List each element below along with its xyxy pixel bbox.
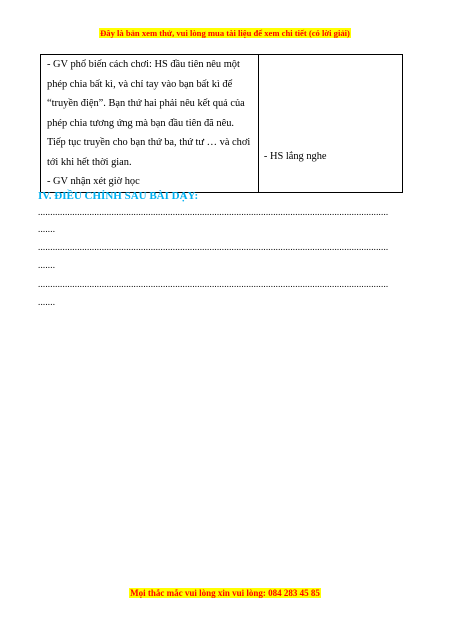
contact-footer-banner xyxy=(0,588,450,598)
teacher-text-line: tới khi hết thời gian. xyxy=(47,156,132,168)
lesson-activity-table xyxy=(40,54,403,193)
dotted-fill-line: ............................................................................................................................................... xyxy=(38,279,389,289)
section-heading: IV. ĐIỀU CHỈNH SAU BÀI DẠY: xyxy=(38,190,199,202)
table-row xyxy=(41,55,403,193)
contact-footer-text: Mọi thắc mắc vui lòng xin vui lòng: 084 283 45 85 xyxy=(130,588,320,598)
teacher-activity-cell xyxy=(41,55,259,193)
dotted-fill-line: ....... xyxy=(38,297,56,307)
preview-notice-banner xyxy=(0,28,450,38)
preview-notice-text: Đây là bản xem thử, vui lòng mua tài liệu để xem chi tiết (có lời giải) xyxy=(100,28,350,38)
teacher-text-line: phép chia tương ứng mà bạn đầu tiên đã nêu. xyxy=(47,117,234,129)
teacher-text-line: phép chia bất kì, và chỉ tay vào bạn bất kì để xyxy=(47,78,233,90)
teacher-text-line: “truyền điện”. Bạn thứ hai phải nêu kết quả của xyxy=(47,98,245,109)
student-text-line: - HS lắng nghe xyxy=(263,151,327,162)
student-activity-cell xyxy=(258,55,402,193)
teacher-text-line: - GV nhận xét giờ học xyxy=(47,176,140,187)
dotted-fill-line: ............................................................................................................................................... xyxy=(38,242,389,252)
dotted-fill-line: ....... xyxy=(38,260,56,270)
dotted-fill-line: ....... xyxy=(38,224,56,234)
teacher-text-line: Tiếp tục truyền cho bạn thứ ba, thứ tư … và chơi xyxy=(47,137,251,148)
teacher-text-line: - GV phổ biến cách chơi: HS đầu tiên nêu một xyxy=(47,59,240,70)
dotted-fill-line: ............................................................................................................................................... xyxy=(38,207,389,217)
